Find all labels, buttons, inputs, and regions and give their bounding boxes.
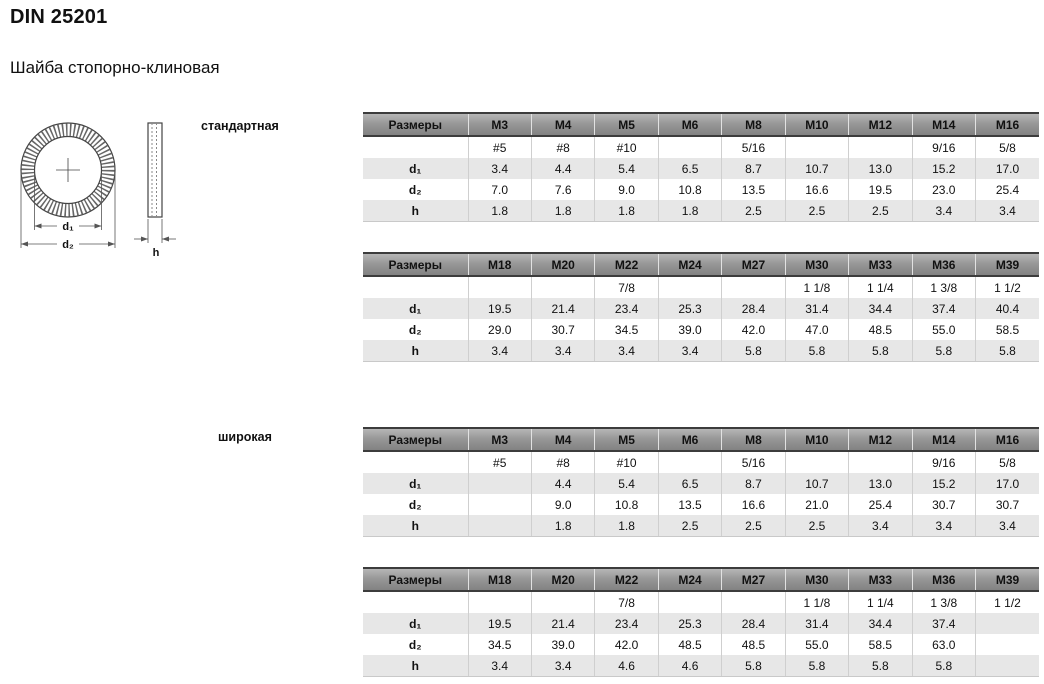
column-header: M16 (976, 113, 1040, 136)
dimension-cell: 23.4 (595, 298, 658, 319)
dimension-cell: 25.3 (658, 298, 721, 319)
dimension-cell: 15.2 (912, 473, 975, 494)
table-row (363, 319, 1039, 340)
dimension-cell (658, 136, 721, 158)
column-header: M8 (722, 113, 785, 136)
dimension-cell (785, 451, 848, 473)
column-header: M33 (849, 253, 912, 276)
dimension-cell: 5/16 (722, 451, 785, 473)
column-header: M3 (468, 428, 531, 451)
dimension-cell: 5.8 (722, 655, 785, 677)
table-row (363, 634, 1039, 655)
dimension-cell (658, 276, 721, 298)
dimension-cell: 10.7 (785, 473, 848, 494)
dimension-cell: 7/8 (595, 591, 658, 613)
dimension-cell: 19.5 (849, 179, 912, 200)
dimension-cell: 1.8 (595, 200, 658, 222)
column-header: M22 (595, 568, 658, 591)
column-header: M12 (849, 428, 912, 451)
dimension-cell: 1 3/8 (912, 276, 975, 298)
table-row (363, 451, 1039, 473)
dimension-cell: 28.4 (722, 613, 785, 634)
dimension-cell: 2.5 (722, 200, 785, 222)
standard-table-m18-m39 (363, 252, 1039, 362)
dimension-cell: 8.7 (722, 158, 785, 179)
column-header: M39 (976, 253, 1040, 276)
dimension-cell: 7/8 (595, 276, 658, 298)
wide-table-m3-m16 (363, 427, 1039, 537)
d1-dimension-label: d₁ (62, 221, 74, 233)
dimension-cell: 3.4 (849, 515, 912, 537)
column-header: M30 (785, 253, 848, 276)
column-header: Размеры (363, 113, 468, 136)
dimension-cell: 3.4 (912, 515, 975, 537)
dimension-cell: 1 1/4 (849, 276, 912, 298)
row-label: h (363, 340, 468, 362)
dimension-cell: 30.7 (912, 494, 975, 515)
dimension-cell: 10.8 (595, 494, 658, 515)
column-header: M6 (658, 113, 721, 136)
dimension-cell: 34.5 (468, 634, 531, 655)
dimension-cell: 34.4 (849, 298, 912, 319)
washer-side-view (148, 123, 162, 217)
dimension-cell (722, 276, 785, 298)
column-header: M16 (976, 428, 1040, 451)
column-header: M36 (912, 253, 975, 276)
row-label: h (363, 515, 468, 537)
dimension-cell: 1.8 (468, 200, 531, 222)
dimension-cell: #5 (468, 451, 531, 473)
dimension-cell: 5/8 (976, 451, 1040, 473)
page-title: DIN 25201 (10, 6, 108, 28)
dimension-cell: 5/16 (722, 136, 785, 158)
dimension-cell: 29.0 (468, 319, 531, 340)
table-row (363, 613, 1039, 634)
column-header: M8 (722, 428, 785, 451)
column-header: M10 (785, 428, 848, 451)
row-label: d₂ (363, 319, 468, 340)
dimension-cell (976, 634, 1040, 655)
dimension-cell: 63.0 (912, 634, 975, 655)
dimension-cell: 9/16 (912, 136, 975, 158)
dimension-cell: 37.4 (912, 613, 975, 634)
dimension-cell: 8.7 (722, 473, 785, 494)
column-header: M6 (658, 428, 721, 451)
dimension-cell: 3.4 (468, 655, 531, 677)
dimension-cell: 28.4 (722, 298, 785, 319)
column-header: M27 (722, 568, 785, 591)
table-row (363, 473, 1039, 494)
wide-table-m18-m39 (363, 567, 1039, 677)
dimension-cell: 4.6 (658, 655, 721, 677)
dimension-cell: #8 (531, 451, 594, 473)
dimension-cell (785, 136, 848, 158)
dimension-cell: #5 (468, 136, 531, 158)
row-label (363, 276, 468, 298)
dimension-cell (658, 591, 721, 613)
dimension-cell: 34.5 (595, 319, 658, 340)
row-label (363, 451, 468, 473)
dimension-cell: 48.5 (722, 634, 785, 655)
dimension-cell: 19.5 (468, 613, 531, 634)
dimension-cell: 25.3 (658, 613, 721, 634)
dimension-cell: 13.5 (722, 179, 785, 200)
row-label: d₂ (363, 494, 468, 515)
column-header: M39 (976, 568, 1040, 591)
column-header: M3 (468, 113, 531, 136)
dimension-cell: 16.6 (722, 494, 785, 515)
dimension-cell (658, 451, 721, 473)
table-row (363, 200, 1039, 222)
row-label: h (363, 655, 468, 677)
table-row (363, 591, 1039, 613)
dimension-cell: 1 1/4 (849, 591, 912, 613)
dimension-cell: 7.0 (468, 179, 531, 200)
dimension-cell: 2.5 (849, 200, 912, 222)
column-header: M14 (912, 113, 975, 136)
dimension-cell: 1 1/8 (785, 276, 848, 298)
washer-front-view (21, 123, 115, 217)
row-label (363, 136, 468, 158)
dimension-cell: 21.0 (785, 494, 848, 515)
dimension-cell: 40.4 (976, 298, 1040, 319)
column-header: M5 (595, 113, 658, 136)
dimension-cell: 48.5 (849, 319, 912, 340)
dimension-cell (849, 136, 912, 158)
column-header: M18 (468, 568, 531, 591)
washer-technical-drawing (5, 112, 215, 272)
dimension-cell: 48.5 (658, 634, 721, 655)
dimension-cell: 34.4 (849, 613, 912, 634)
table-row (363, 340, 1039, 362)
dimension-cell: 55.0 (912, 319, 975, 340)
dimension-cell: 3.4 (976, 200, 1040, 222)
dimension-cell: 6.5 (658, 158, 721, 179)
dimension-cell: 25.4 (849, 494, 912, 515)
dimension-cell: 1.8 (595, 515, 658, 537)
dimension-cell: 17.0 (976, 158, 1040, 179)
dimension-cell: 21.4 (531, 298, 594, 319)
dimension-cell: 31.4 (785, 298, 848, 319)
dimension-cell (531, 276, 594, 298)
row-label: d₁ (363, 298, 468, 319)
dimension-cell: 10.7 (785, 158, 848, 179)
dimension-cell: 5.8 (849, 655, 912, 677)
dimension-cell: 42.0 (595, 634, 658, 655)
header-row (363, 428, 1039, 451)
column-header: Размеры (363, 253, 468, 276)
dimension-cell: 1.8 (531, 515, 594, 537)
table-row (363, 276, 1039, 298)
row-label (363, 591, 468, 613)
column-header: M5 (595, 428, 658, 451)
dimension-cell: 5.8 (976, 340, 1040, 362)
dimension-cell: 15.2 (912, 158, 975, 179)
dimension-cell (976, 613, 1040, 634)
dimension-cell: 3.4 (468, 340, 531, 362)
dimension-cell: 13.5 (658, 494, 721, 515)
row-label: d₂ (363, 179, 468, 200)
dimension-cell: #10 (595, 136, 658, 158)
dimension-cell: 3.4 (531, 340, 594, 362)
dimension-cell: 3.4 (468, 158, 531, 179)
table-row (363, 179, 1039, 200)
dimension-cell: 2.5 (658, 515, 721, 537)
dimension-cell (722, 591, 785, 613)
dimension-cell: 23.4 (595, 613, 658, 634)
dimension-cell (531, 591, 594, 613)
dimension-cell: 5.8 (912, 340, 975, 362)
row-label: h (363, 200, 468, 222)
d2-dimension-label: d₂ (62, 239, 74, 251)
dimension-cell: 1.8 (531, 200, 594, 222)
row-label: d₁ (363, 473, 468, 494)
dimension-cell: 1.8 (658, 200, 721, 222)
dimension-cell: 25.4 (976, 179, 1040, 200)
header-row (363, 113, 1039, 136)
dimension-cell: 3.4 (912, 200, 975, 222)
dimension-cell: 5.8 (912, 655, 975, 677)
column-header: M33 (849, 568, 912, 591)
column-header: M36 (912, 568, 975, 591)
dimension-cell (468, 591, 531, 613)
header-row (363, 568, 1039, 591)
row-label: d₂ (363, 634, 468, 655)
dimension-cell: 1 1/8 (785, 591, 848, 613)
dimension-cell: 4.6 (595, 655, 658, 677)
column-header: Размеры (363, 568, 468, 591)
dimension-cell: 30.7 (976, 494, 1040, 515)
dimension-cell: 9/16 (912, 451, 975, 473)
dimension-cell: 16.6 (785, 179, 848, 200)
row-label: d₁ (363, 158, 468, 179)
dimension-cell: 5.4 (595, 158, 658, 179)
standard-table-m3-m16 (363, 112, 1039, 222)
dimension-cell: 2.5 (722, 515, 785, 537)
dimension-cell: 13.0 (849, 158, 912, 179)
dimension-cell: 9.0 (595, 179, 658, 200)
column-header: M20 (531, 568, 594, 591)
dimension-cell: 6.5 (658, 473, 721, 494)
dimension-cell: 58.5 (849, 634, 912, 655)
column-header: M18 (468, 253, 531, 276)
table-row (363, 655, 1039, 677)
dimension-cell: 42.0 (722, 319, 785, 340)
row-label: d₁ (363, 613, 468, 634)
table-row (363, 298, 1039, 319)
dimension-cell: 47.0 (785, 319, 848, 340)
column-header: M22 (595, 253, 658, 276)
column-header: M20 (531, 253, 594, 276)
dimension-cell: 2.5 (785, 200, 848, 222)
dimension-cell: 21.4 (531, 613, 594, 634)
dimension-cell (468, 515, 531, 537)
dimension-cell: 58.5 (976, 319, 1040, 340)
column-header: M24 (658, 568, 721, 591)
dimension-cell: 1 1/2 (976, 276, 1040, 298)
section-label-standard: стандартная (201, 119, 279, 133)
dimension-cell: 4.4 (531, 158, 594, 179)
dimension-cell (976, 655, 1040, 677)
dimension-cell: 13.0 (849, 473, 912, 494)
dimension-cell: 10.8 (658, 179, 721, 200)
section-label-wide: широкая (218, 430, 272, 444)
column-header: M12 (849, 113, 912, 136)
dimension-cell: 19.5 (468, 298, 531, 319)
dimension-cell: 30.7 (531, 319, 594, 340)
dimension-cell: 5.8 (785, 340, 848, 362)
table-row (363, 158, 1039, 179)
dimension-cell: 5.8 (785, 655, 848, 677)
table-row (363, 515, 1039, 537)
column-header: M4 (531, 113, 594, 136)
page-subtitle: Шайба стопорно-клиновая (10, 58, 220, 77)
dimension-cell: 23.0 (912, 179, 975, 200)
dimension-cell: 3.4 (658, 340, 721, 362)
dimension-cell: 5.8 (849, 340, 912, 362)
dimension-cell: 37.4 (912, 298, 975, 319)
dimension-cell: #10 (595, 451, 658, 473)
header-row (363, 253, 1039, 276)
dimension-cell: 3.4 (595, 340, 658, 362)
column-header: M14 (912, 428, 975, 451)
dimension-cell (468, 473, 531, 494)
dimension-cell (468, 494, 531, 515)
column-header: M4 (531, 428, 594, 451)
dimension-cell: 9.0 (531, 494, 594, 515)
dimension-cell: 39.0 (531, 634, 594, 655)
h-dimension (134, 219, 176, 243)
dimension-cell: #8 (531, 136, 594, 158)
dimension-cell (468, 276, 531, 298)
column-header: M27 (722, 253, 785, 276)
dimension-cell: 17.0 (976, 473, 1040, 494)
h-dimension-label: h (152, 247, 160, 259)
dimension-cell: 5.8 (722, 340, 785, 362)
dimension-cell: 1 3/8 (912, 591, 975, 613)
dimension-cell: 31.4 (785, 613, 848, 634)
dimension-cell: 1 1/2 (976, 591, 1040, 613)
column-header: M10 (785, 113, 848, 136)
table-row (363, 136, 1039, 158)
dimension-cell: 3.4 (976, 515, 1040, 537)
column-header: M30 (785, 568, 848, 591)
dimension-cell: 39.0 (658, 319, 721, 340)
dimension-cell: 7.6 (531, 179, 594, 200)
column-header: Размеры (363, 428, 468, 451)
column-header: M24 (658, 253, 721, 276)
dimension-cell: 5.4 (595, 473, 658, 494)
table-row (363, 494, 1039, 515)
dimension-cell: 5/8 (976, 136, 1040, 158)
dimension-cell: 4.4 (531, 473, 594, 494)
dimension-cell: 55.0 (785, 634, 848, 655)
dimension-cell: 2.5 (785, 515, 848, 537)
dimension-cell (849, 451, 912, 473)
dimension-cell: 3.4 (531, 655, 594, 677)
